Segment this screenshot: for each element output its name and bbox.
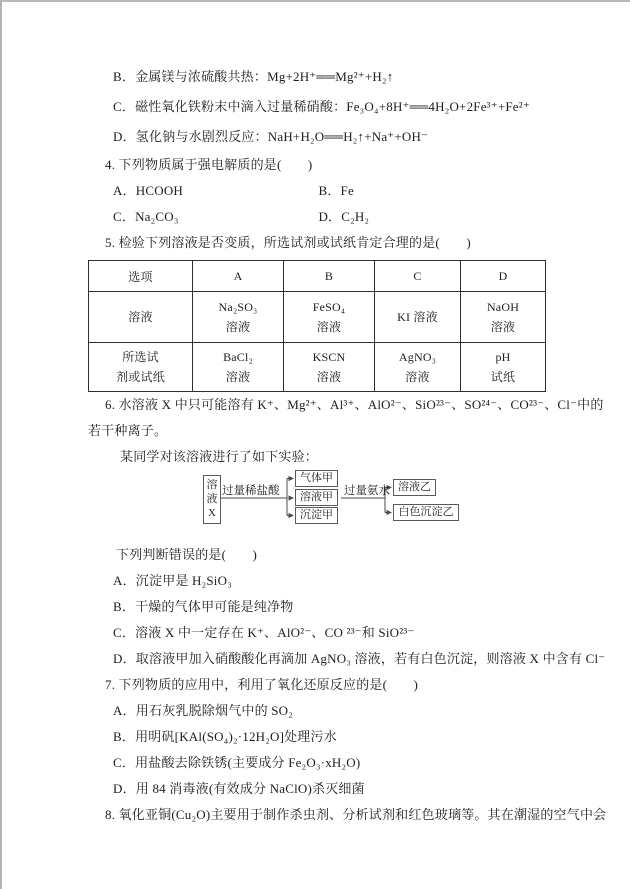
diagram-label-excess-dilute-hcl: 过量稀盐酸: [222, 485, 280, 497]
table-row-reagent: [89, 343, 546, 392]
question-7-option-d: D．用 84 消毒液(有效成分 NaClO)杀灭细菌: [113, 781, 365, 796]
question-6-option-b: B．干燥的气体甲可能是纯净物: [113, 599, 294, 614]
table-cell-reagent-d: [461, 343, 546, 392]
cell-line: 试纸: [490, 370, 516, 384]
cell-line: 溶液: [225, 320, 251, 334]
table-header-a: A: [193, 261, 284, 292]
equation-option-b: B．金属镁与浓硫酸共热：Mg+2H⁺══Mg²⁺+H₂↑: [113, 69, 394, 84]
cell-line: Na₂SO₃: [218, 300, 258, 314]
diagram-box-solution-yi: 溶液乙: [393, 479, 436, 496]
cell-line: FeSO₄: [312, 300, 346, 314]
cell-line: BaCl₂: [223, 350, 253, 364]
cell-line: AgNO₃: [398, 350, 437, 364]
diagram-box-precipitate-jia: 沉淀甲: [295, 507, 338, 524]
equation-option-d: D．氢化钠与水剧烈反应：NaH+H₂O══H₂↑+Na⁺+OH⁻: [113, 129, 429, 144]
question-4-stem: 4. 下列物质属于强电解质的是( ): [105, 157, 313, 172]
cell-line: pH: [495, 350, 511, 364]
exam-content: [88, 62, 607, 828]
table-header-b: B: [284, 261, 375, 292]
table-cell-reagent-a: [193, 343, 284, 392]
diagram-box-solution-x: 溶液X: [203, 475, 221, 524]
diagram-box-solution-jia: 溶液甲: [295, 489, 338, 506]
spacer: [88, 526, 550, 542]
cell-line: 溶液: [405, 370, 430, 384]
cell-line: KSCN: [312, 350, 346, 364]
cell-line: 所选试: [122, 350, 159, 364]
question-6-option-a: A．沉淀甲是 H₂SiO₃: [113, 573, 232, 588]
cell-line: KI 溶液: [397, 310, 438, 324]
question-5-stem: 5. 检验下列溶液是否变质，所选试剂或试纸肯定合理的是( ): [105, 235, 471, 250]
table-cell-solution-d: [461, 292, 546, 343]
question-6-option-c: C．溶液 X 中一定存在 K⁺、AlO²⁻、CO ²³⁻和 SiO²³⁻: [113, 625, 415, 640]
table-header-d: D: [461, 261, 546, 292]
cell-line: 溶液: [316, 370, 342, 384]
cell-line: NaOH: [486, 300, 520, 314]
question-6-experiment-intro: 某同学对该溶液进行了如下实验：: [120, 449, 319, 464]
question-7-option-b: B．用明矾[KAl(SO₄)₂·12H₂O]处理污水: [113, 729, 337, 744]
question-4-option-d: D．C₂H₂: [318, 209, 370, 224]
table-cell-reagent-b: [284, 343, 375, 392]
question-6-flow-diagram: [200, 470, 500, 526]
question-6-question: 下列判断错误的是( ): [116, 547, 258, 562]
question-7-option-c: C．用盐酸去除铁锈(主要成分 Fe₂O₃·xH₂O): [113, 755, 361, 770]
question-4-option-a: A．HCOOH: [113, 183, 184, 198]
cell-line: 剂或试纸: [116, 370, 165, 384]
question-7-option-a: A．用石灰乳脱除烟气中的 SO₂: [113, 703, 293, 718]
table-cell-reagent-label: [89, 343, 193, 392]
cell-line: 溶液: [128, 310, 153, 324]
question-6-stem-line-2: 若干种离子。: [88, 423, 168, 438]
question-4-option-b: B．Fe: [318, 183, 354, 198]
table-cell-solution-a: [193, 292, 284, 343]
question-4-option-c: C．Na₂CO₃: [113, 209, 179, 224]
cell-line: 溶液: [316, 320, 342, 334]
diagram-box-gas-jia: 气体甲: [295, 470, 338, 487]
question-8-stem: 8. 氧化亚铜(Cu₂O)主要用于制作杀虫剂、分析试剂和红色玻璃等。其在潮湿的空气中会: [105, 807, 607, 822]
question-5-table: [88, 260, 546, 392]
table-cell-solution-b: [284, 292, 375, 343]
question-6-option-d: D．取溶液甲加入硝酸酸化再滴加 AgNO₃ 溶液，若有白色沉淀，则溶液 X 中含有 Cl⁻: [113, 651, 606, 666]
table-cell-reagent-c: [375, 343, 461, 392]
cell-line: 溶液: [225, 370, 251, 384]
question-4-options-row-2: [88, 204, 550, 230]
question-4-options-row-1: [88, 178, 550, 204]
question-7-stem: 7. 下列物质的应用中，利用了氧化还原反应的是( ): [105, 677, 419, 692]
cell-line: 溶液: [490, 320, 516, 334]
question-6-stem-line-1: 6. 水溶液 X 中只可能溶有 K⁺、Mg²⁺、Al³⁺、AlO²⁻、SiO²³⁻、SO²⁴⁻、CO²³⁻、Cl⁻中的: [105, 397, 604, 412]
table-header-c: C: [375, 261, 461, 292]
table-header-option: 选项: [89, 261, 193, 292]
table-row-solution: [89, 292, 546, 343]
table-header-row: [89, 261, 546, 292]
table-cell-solution-c: [375, 292, 461, 343]
diagram-label-excess-ammonia: 过量氨水: [344, 485, 390, 497]
table-cell-solution-label: [89, 292, 193, 343]
equation-option-c: C．磁性氧化铁粉末中滴入过量稀硝酸：Fe₃O₄+8H⁺══4H₂O+2Fe³⁺+Fe²⁺: [113, 99, 530, 114]
diagram-box-white-precipitate-yi: 白色沉淀乙: [393, 504, 459, 521]
